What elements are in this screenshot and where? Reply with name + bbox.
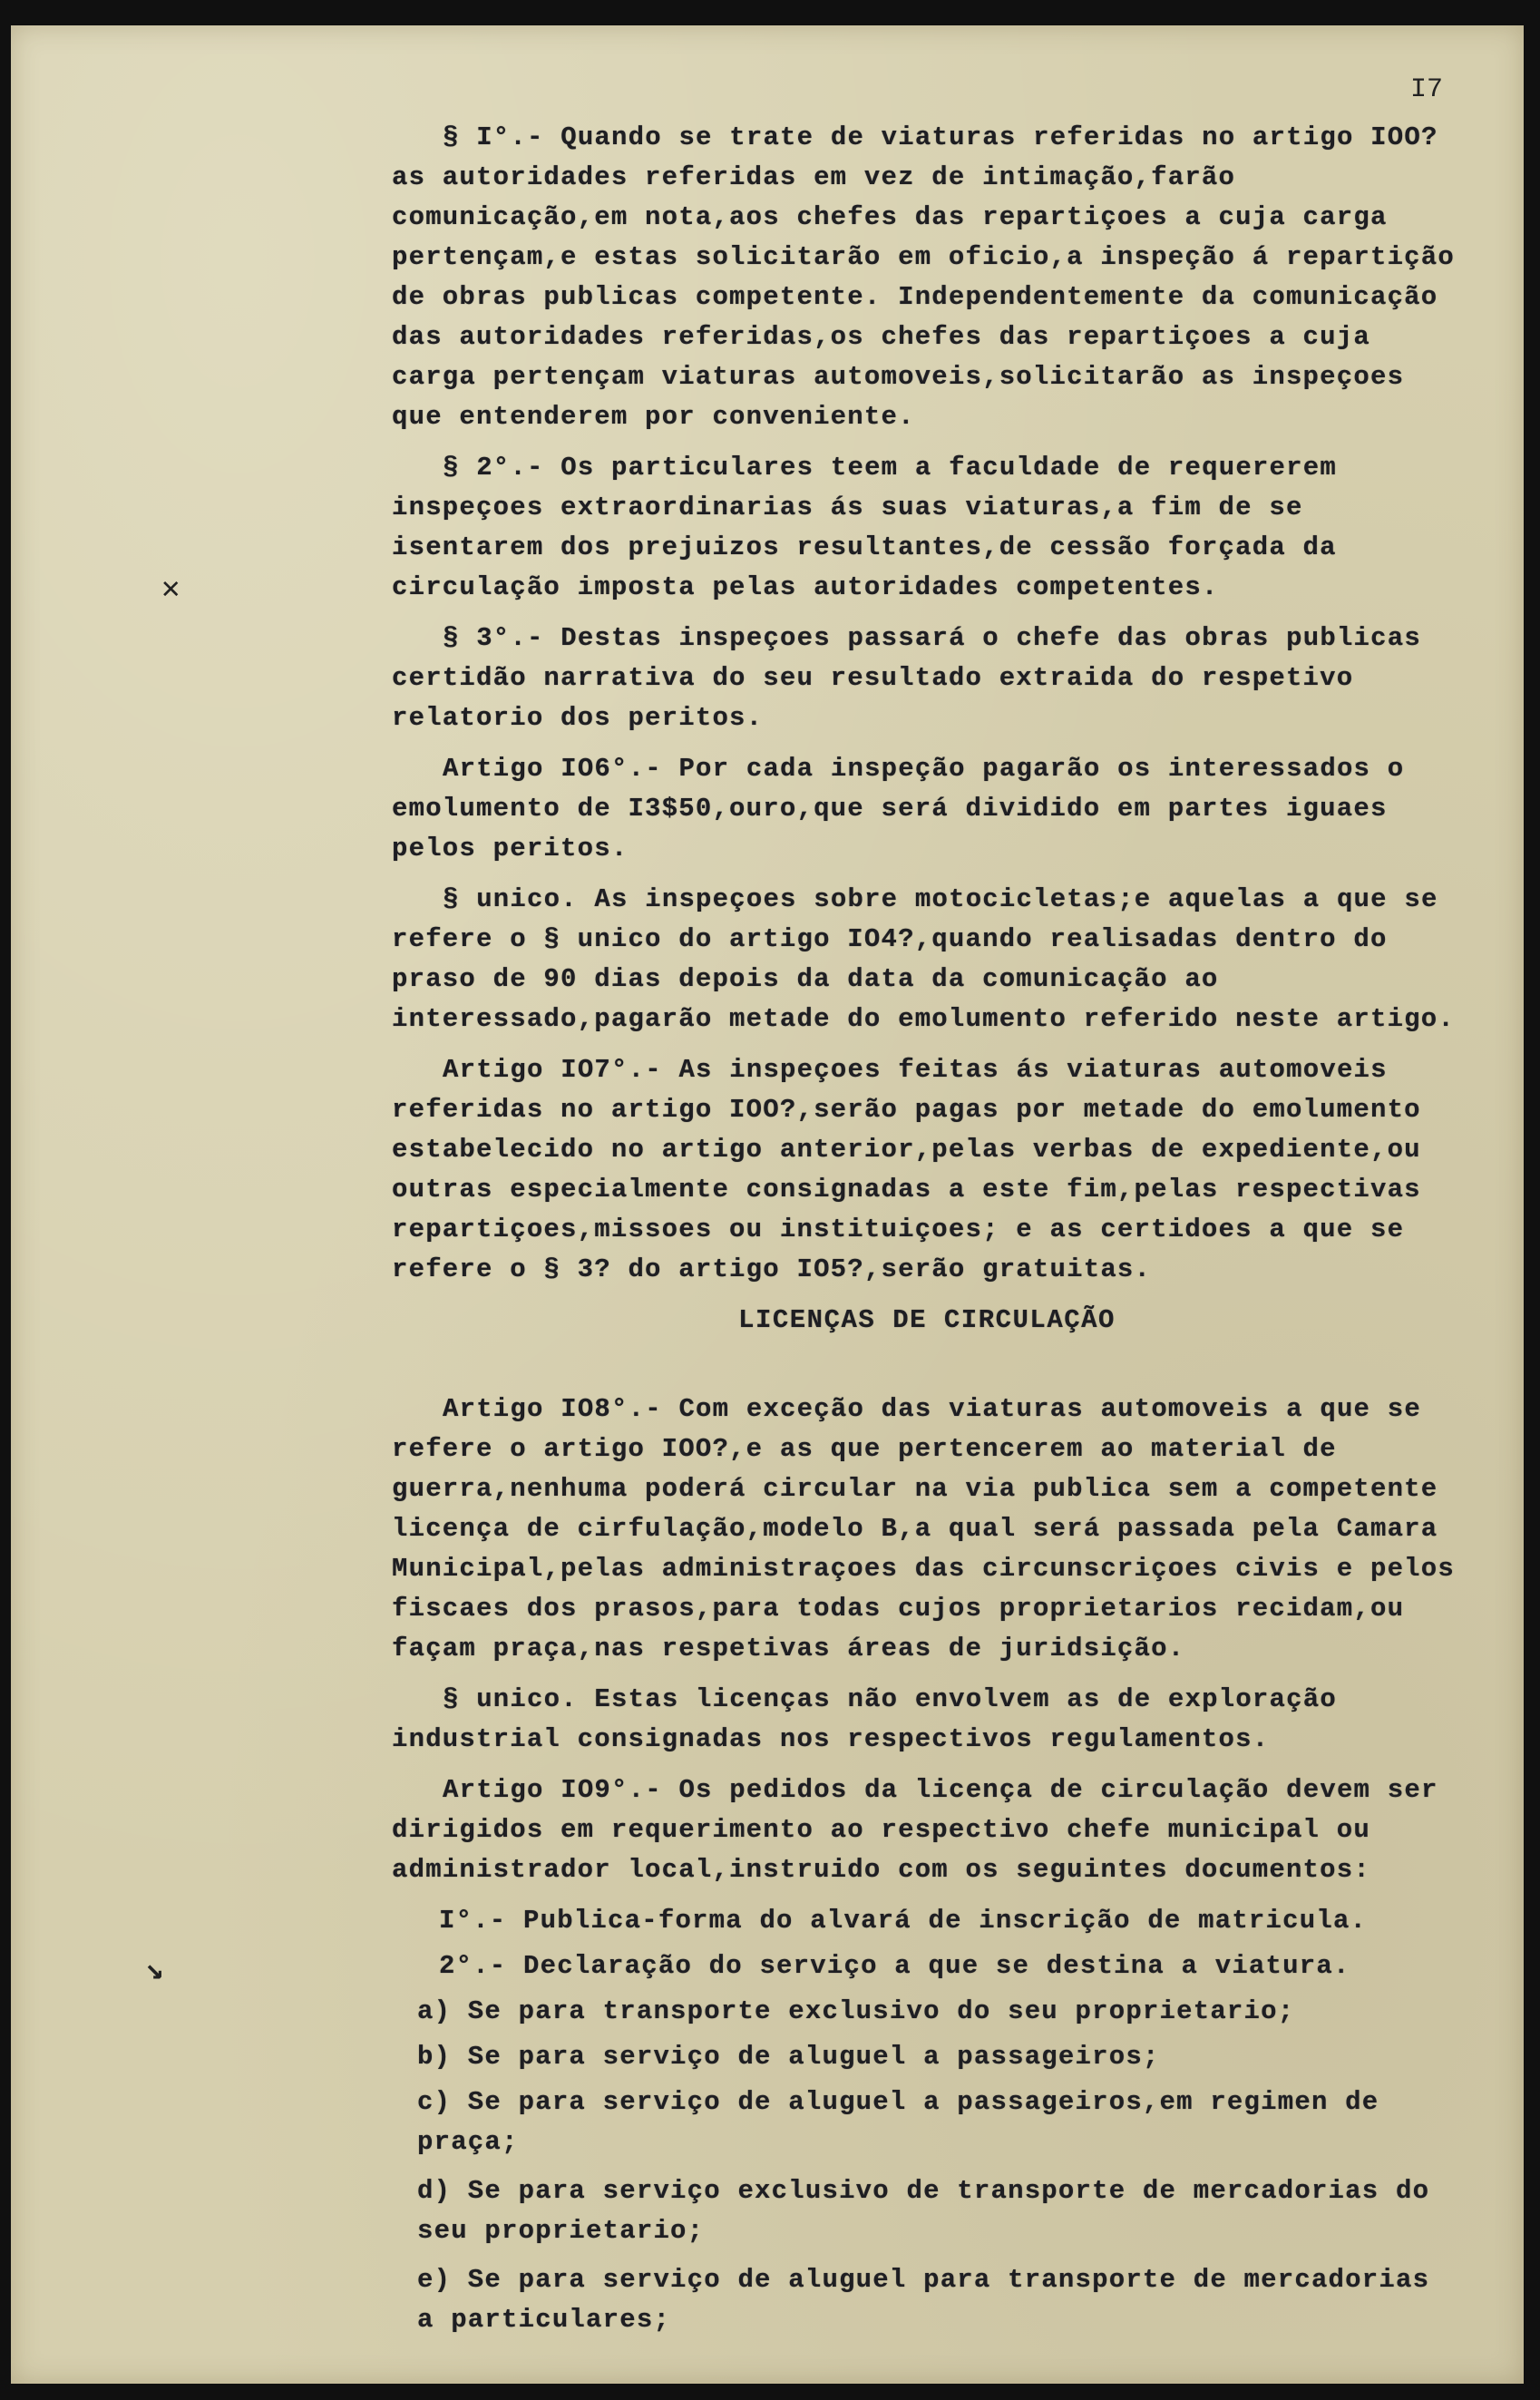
paragraph: § unico. Estas licenças não envolvem as de exploração industrial consignadas nos respectivos regulamentos. (392, 1684, 1337, 1754)
margin-mark: ✕ (161, 573, 180, 608)
typewritten-text (392, 118, 1462, 2349)
paragraph: Artigo IO9°.- Os pedidos da licença de circulação devem ser dirigidos em requerimento ao respectivo chefe municipal ou administrador local,instruido com os seguintes documentos: (392, 1775, 1438, 1885)
lettered-item: a) Se para transporte exclusivo do seu proprietario; (417, 1996, 1295, 2026)
page-number: I7 (1410, 74, 1444, 105)
paragraph: § I°.- Quando se trate de viaturas referidas no artigo IOO? as autoridades referidas em vez de intimação,farão comunicação,em nota,aos chefes das repartiçoes a cuja carga pertençam,e estas solicitarão em oficio,a inspeção á repartição de obras publicas competente. Independentemente da comunicação das autoridades referidas,os chefes das repartiçoes a cuja carga pertençam viaturas automoveis,solicitarão as inspeçoes que entenderem por conveniente. (392, 122, 1455, 432)
paragraph: Artigo IO6°.- Por cada inspeção pagarão os interessados o emolumento de I3$50,ouro,que será dividido em partes iguaes pelos peritos. (392, 754, 1405, 863)
lettered-item: b) Se para serviço de aluguel a passageiros; (417, 2042, 1160, 2072)
lettered-item: e) Se para serviço de aluguel para transporte de mercadorias a particulares; (417, 2265, 1430, 2335)
paragraph: § 3°.- Destas inspeçoes passará o chefe das obras publicas certidão narrativa do seu resultado extraida do respetivo relatorio dos peritos. (392, 623, 1421, 733)
numbered-item: 2°.- Declaração do serviço a que se destina a viatura. (439, 1951, 1350, 1981)
paragraph: Artigo IO8°.- Com exceção das viaturas automoveis a que se refere o artigo IOO?,e as que pertencerem ao material de guerra,nenhuma poderá circular na via publica sem a competente licença de cirfulação,modelo B,a qual será passada pela Camara Municipal,pelas administraçoes das circunscriçoes civis e pelos fiscaes dos prasos,para todas cujos proprietarios recidam,ou façam praça,nas respetivas áreas de juridsição. (392, 1394, 1455, 1663)
paragraph: § unico. As inspeçoes sobre motocicletas;e aquelas a que se refere o § unico do artigo IO4?,quando realisadas dentro do praso de 90 dias depois da data da comunicação ao interessado,pagarão metade do emolumento referido neste artigo. (392, 884, 1455, 1034)
paragraph: Artigo IO7°.- As inspeçoes feitas ás viaturas automoveis referidas no artigo IOO?,serão pagas por metade do emolumento estabelecido no artigo anterior,pelas verbas de expediente,ou outras especialmente consignadas a este fim,pelas respectivas repartiçoes,missoes ou instituiçoes; e as certidoes a que se refere o § 3? do artigo IO5?,serão gratuitas. (392, 1055, 1421, 1284)
numbered-item: I°.- Publica-forma do alvará de inscrição de matricula. (439, 1906, 1368, 1936)
lettered-item: d) Se para serviço exclusivo de transporte de mercadorias do seu proprietario; (417, 2176, 1430, 2246)
margin-mark: ↘ (145, 1954, 164, 1988)
paragraph: § 2°.- Os particulares teem a faculdade de requererem inspeçoes extraordinarias ás suas viaturas,a fim de se isentarem dos prejuizos resultantes,de cessão forçada da circulação imposta pelas autoridades competentes. (392, 453, 1337, 602)
section-heading: LICENÇAS DE CIRCULAÇÃO (738, 1305, 1116, 1335)
lettered-item: c) Se para serviço de aluguel a passageiros,em regimen de praça; (417, 2087, 1379, 2157)
